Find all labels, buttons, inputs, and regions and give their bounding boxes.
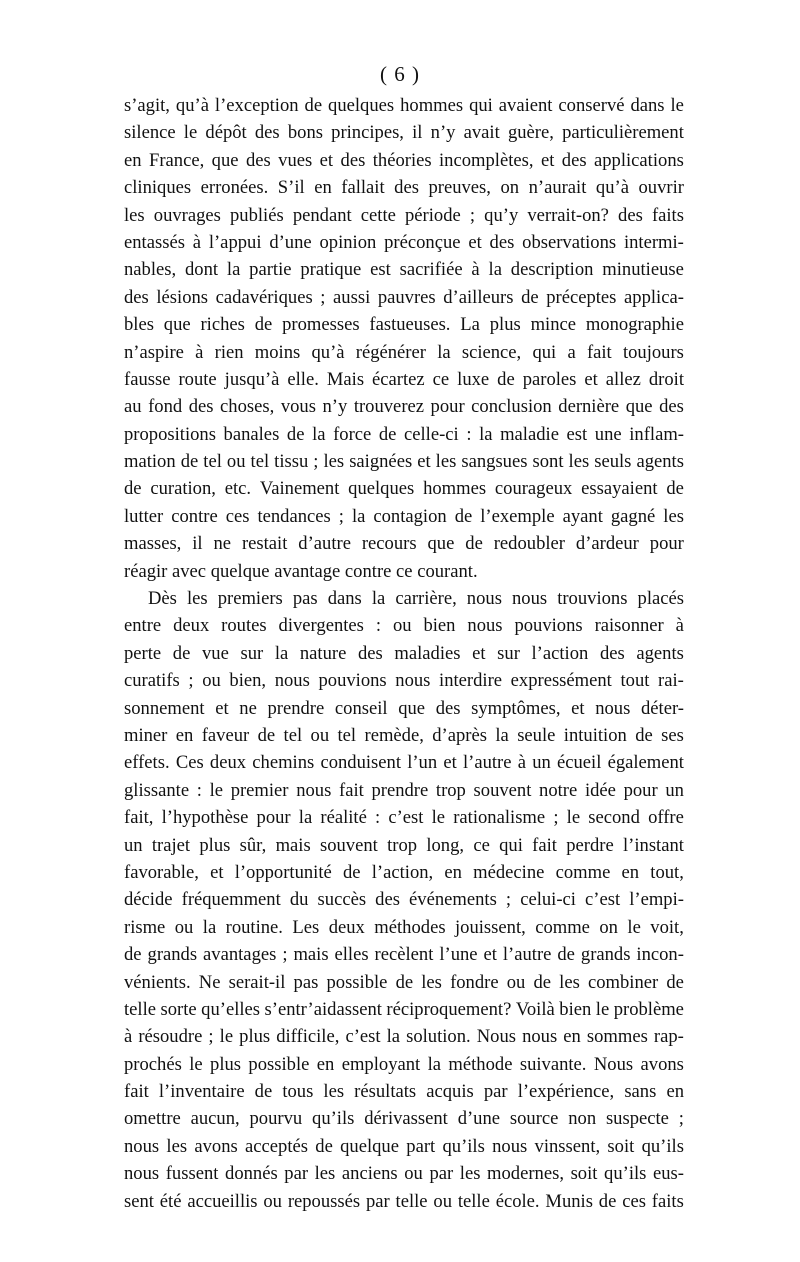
text-line: nous fussent donnés par les anciens ou par les modernes, soit qu’ils eus- <box>124 1163 684 1185</box>
text-line: fausse route jusqu’à elle. Mais écartez ce luxe de paroles et allez droit <box>124 368 684 390</box>
text-line: entassés à l’appui d’une opinion préconçue et des observations intermi- <box>124 231 684 253</box>
text-line: curatifs ; ou bien, nous pouvions nous interdire expressément tout rai- <box>124 670 684 692</box>
text-line: réagir avec quelque avantage contre ce courant. <box>124 560 478 582</box>
text-line: favorable, et l’opportunité de l’action, en médecine comme en tout, <box>124 861 684 883</box>
text-line: miner en faveur de tel ou tel remède, d’après la seule intuition de ses <box>124 724 684 746</box>
text-line: fait l’inventaire de tous les résultats acquis par l’expérience, sans en <box>124 1081 684 1103</box>
text-line: sent été accueillis ou repoussés par telle ou telle école. Munis de ces faits <box>124 1190 684 1212</box>
text-line: en France, que des vues et des théories incomplètes, et des applications <box>124 149 684 171</box>
text-line: les ouvrages publiés pendant cette période ; qu’y verrait-on? des faits <box>124 204 684 226</box>
text-line: fait, l’hypothèse pour la réalité : c’est le rationalisme ; le second offre <box>124 807 684 829</box>
text-line: entre deux routes divergentes : ou bien nous pouvions raisonner à <box>124 615 684 637</box>
text-line: glissante : le premier nous fait prendre trop souvent notre idée pour un <box>124 779 684 801</box>
text-line: de grands avantages ; mais elles recèlent l’une et l’autre de grands incon- <box>124 944 684 966</box>
text-line: nous les avons acceptés de quelque part qu’ils nous vinssent, soit qu’ils <box>124 1135 684 1157</box>
text-line: s’agit, qu’à l’exception de quelques hommes qui avaient conservé dans le <box>124 95 684 116</box>
text-line: mation de tel ou tel tissu ; les saignées et les sangsues sont les seuls agents <box>124 451 684 473</box>
text-line: un trajet plus sûr, mais souvent trop long, ce qui fait perdre l’instant <box>124 834 684 856</box>
text-line: de curation, etc. Vainement quelques hommes courageux essayaient de <box>124 478 684 500</box>
text-line: nables, dont la partie pratique est sacrifiée à la description minutieuse <box>124 259 684 281</box>
text-line: cliniques erronées. S’il en fallait des preuves, on n’aurait qu’à ouvrir <box>124 177 684 199</box>
text-line: Dès les premiers pas dans la carrière, nous nous trouvions placés <box>148 588 684 610</box>
text-line: silence le dépôt des bons principes, il n’y avait guère, particulièrement <box>124 122 684 144</box>
text-line: effets. Ces deux chemins conduisent l’un et l’autre à un écueil également <box>124 752 684 774</box>
text-line: telle sorte qu’elles s’entr’aidassent réciproquement? Voilà bien le problème <box>124 998 684 1020</box>
text-line: masses, il ne restait d’autre recours que de redoubler d’ardeur pour <box>124 533 684 555</box>
text-line: risme ou la routine. Les deux méthodes jouissent, comme on le voit, <box>124 916 684 938</box>
text-line: décide fréquemment du succès des événements ; celui-ci c’est l’empi- <box>124 889 684 911</box>
text-line: vénients. Ne serait-il pas possible de les fondre ou de les combiner de <box>124 971 684 993</box>
text-line: au fond des choses, vous n’y trouverez pour conclusion dernière que des <box>124 396 684 418</box>
text-line: n’aspire à rien moins qu’à régénérer la science, qui a fait toujours <box>124 341 684 363</box>
text-line: bles que riches de promesses fastueuses. La plus mince monographie <box>124 314 684 336</box>
text-line: propositions banales de la force de celle-ci : la maladie est une inflam- <box>124 423 684 445</box>
text-line: à résoudre ; le plus difficile, c’est la solution. Nous nous en sommes rap- <box>124 1026 684 1048</box>
body-text <box>124 92 684 1215</box>
text-line: omettre aucun, pourvu qu’ils dérivassent d’une source non suspecte ; <box>124 1108 684 1130</box>
text-line: prochés le plus possible en employant la méthode suivante. Nous avons <box>124 1053 684 1075</box>
text-line: sonnement et ne prendre conseil que des symptômes, et nous déter- <box>124 697 684 719</box>
text-line: lutter contre ces tendances ; la contagion de l’exemple ayant gagné les <box>124 505 684 527</box>
page-number: ( 6 ) <box>380 62 420 86</box>
text-line: perte de vue sur la nature des maladies et sur l’action des agents <box>124 642 684 664</box>
text-line: des lésions cadavériques ; aussi pauvres d’ailleurs de préceptes applica- <box>124 286 684 308</box>
